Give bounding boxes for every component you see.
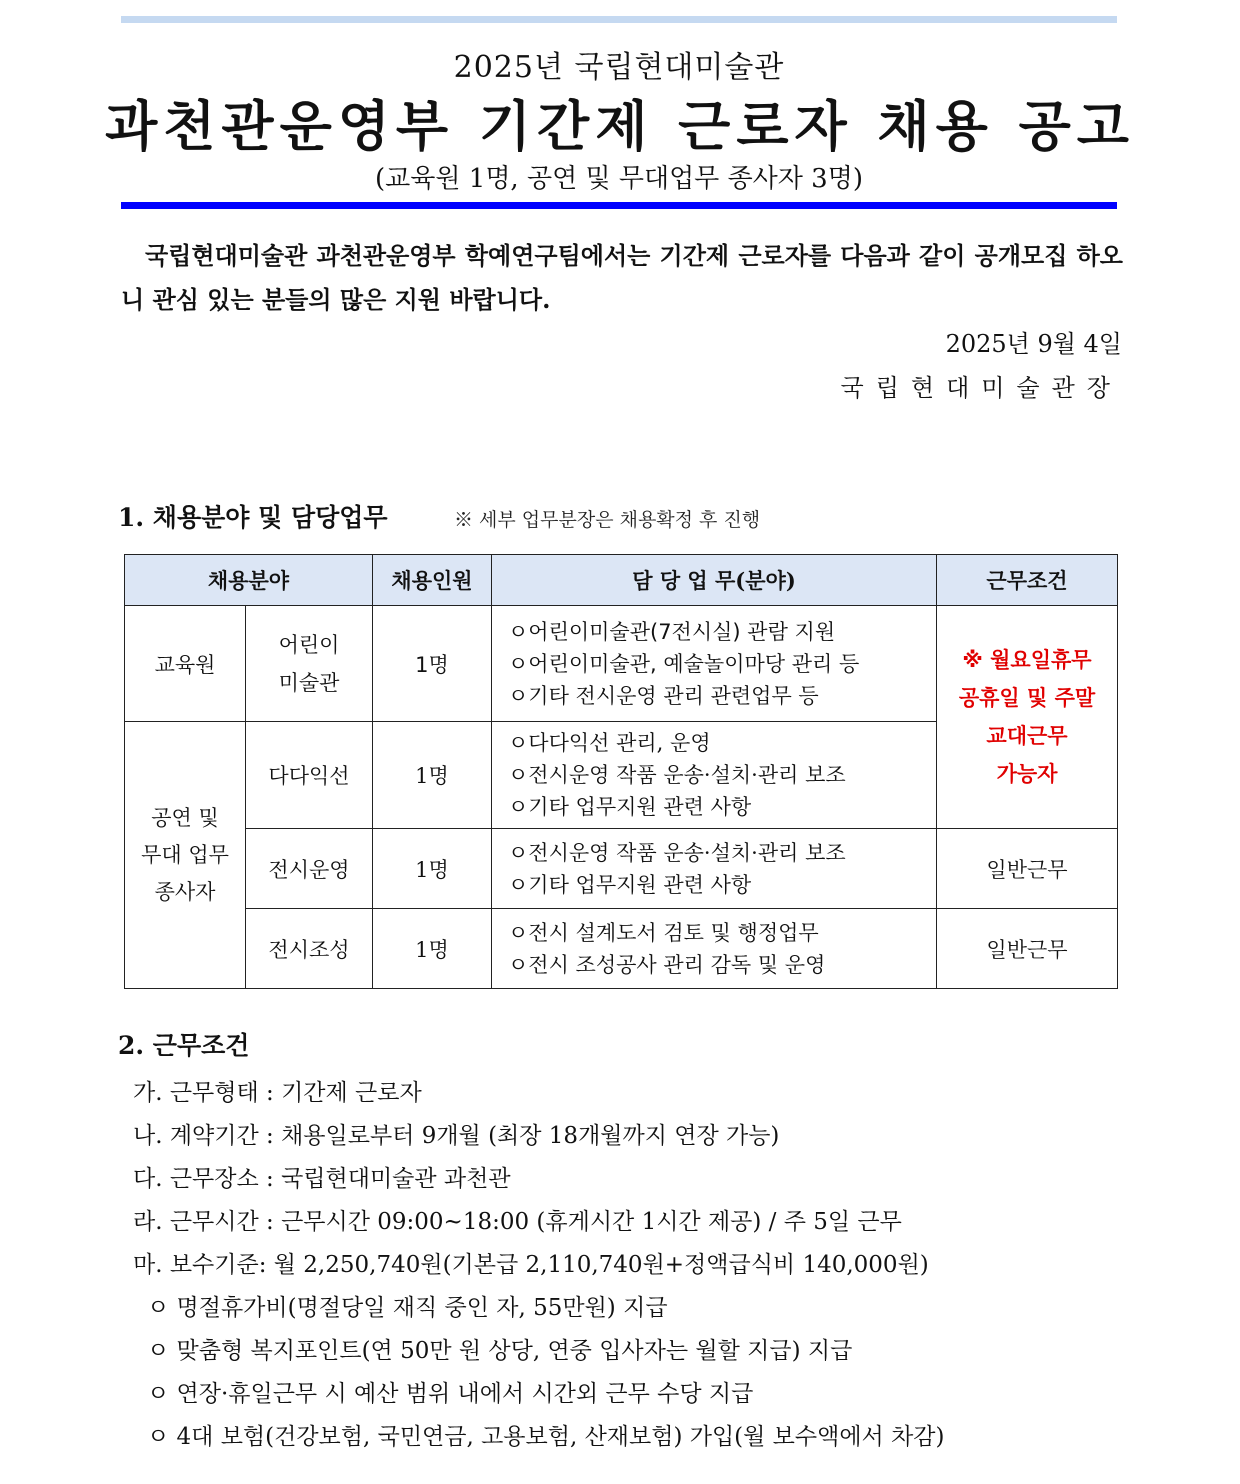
condition-item: 나. 계약기간 : 채용일로부터 9개월 (최장 18개월까지 연장 가능) (133, 1123, 780, 1149)
duty-item: ㅇ전시운영 작품 운송·설치·관리 보조 (508, 763, 846, 787)
header-field: 채용분야 (125, 555, 373, 606)
header-cond: 근무조건 (937, 555, 1118, 606)
announce-date: 2025년 9월 4일 (945, 330, 1122, 358)
duty-item: ㅇ어린이미술관, 예술놀이마당 관리 등 (508, 651, 860, 676)
duty-cell (492, 909, 937, 989)
duty-item: ㅇ기타 업무지원 관련 사항 (508, 872, 752, 897)
group-cell: 교육원 (125, 606, 246, 722)
jobs-table (124, 554, 1118, 989)
table-row (125, 829, 1118, 909)
count-cell: 1명 (373, 909, 492, 989)
section1-heading (118, 498, 388, 534)
duty-item: ㅇ전시 조성공사 관리 감독 및 운영 (508, 952, 826, 977)
condition-subitem: ㅇ 4대 보험(건강보험, 국민연금, 고용보험, 산재보험) 가입(월 보수액에서 차감) (147, 1424, 945, 1450)
header-count: 채용인원 (373, 555, 492, 606)
section1-note: ※ 세부 업무분장은 채용확정 후 진행 (454, 509, 761, 531)
duty-item: ㅇ전시운영 작품 운송·설치·관리 보조 (508, 840, 846, 865)
conditions-list (133, 1072, 945, 1459)
condition-subitem: ㅇ 명절휴가비(명절당일 재직 중인 자, 55만원) 지급 (147, 1295, 668, 1321)
intro-paragraph: 국립현대미술관 과천관운영부 학예연구팀에서는 기간제 근로자를 다음과 같이 공개모집 하오니 관심 있는 분들의 많은 지원 바랍니다. (121, 241, 1123, 314)
field-cell: 전시조성 (246, 909, 373, 989)
table-row (125, 909, 1118, 989)
header-duty: 담 당 업 무(분야) (492, 555, 937, 606)
condition-item: 가. 근무형태 : 기간제 근로자 (133, 1080, 422, 1106)
recruit-summary: (교육원 1명, 공연 및 무대업무 종사자 3명) (375, 164, 863, 194)
cond-cell-shift: ※ 월요일휴무 공휴일 및 주말 교대근무 가능자 (937, 606, 1118, 829)
count-cell: 1명 (373, 606, 492, 722)
field-cell: 전시운영 (246, 829, 373, 909)
section1-title: 1. 채용분야 및 담당업무 (118, 503, 388, 532)
duty-cell (492, 606, 937, 722)
duty-item: ㅇ어린이미술관(7전시실) 관람 지원 (508, 619, 836, 644)
signature: 국립현대미술관장 (840, 374, 1122, 402)
condition-item: 라. 근무시간 : 근무시간 09:00~18:00 (휴게시간 1시간 제공) / 주 5일 근무 (133, 1209, 902, 1235)
field-cell: 다다익선 (246, 722, 373, 829)
duty-item: ㅇ전시 설계도서 검토 및 행정업무 (508, 920, 819, 945)
table-header-row (125, 555, 1118, 606)
title-underline-bar (121, 202, 1117, 209)
duty-cell (492, 829, 937, 909)
page-subtitle: 2025년 국립현대미술관 (453, 50, 785, 85)
table-row (125, 606, 1118, 722)
count-cell: 1명 (373, 722, 492, 829)
condition-item: 다. 근무장소 : 국립현대미술관 과천관 (133, 1166, 511, 1192)
field-cell: 어린이 미술관 (246, 606, 373, 722)
count-cell: 1명 (373, 829, 492, 909)
condition-item: 마. 보수기준: 월 2,250,740원(기본급 2,110,740원+정액급식비 140,000원) (133, 1252, 929, 1278)
duty-item: ㅇ기타 업무지원 관련 사항 (508, 795, 752, 819)
cond-cell: 일반근무 (937, 909, 1118, 989)
condition-subitem: ㅇ 맞춤형 복지포인트(연 50만 원 상당, 연중 입사자는 월할 지급) 지급 (147, 1338, 853, 1364)
group-cell: 공연 및 무대 업무 종사자 (125, 722, 246, 989)
top-decor-bar (121, 16, 1117, 23)
duty-item: ㅇ기타 전시운영 관리 관련업무 등 (508, 683, 819, 708)
cond-cell: 일반근무 (937, 829, 1118, 909)
section2-heading: 2. 근무조건 (118, 1031, 250, 1060)
duty-cell (492, 722, 937, 829)
condition-subitem: ㅇ 연장·휴일근무 시 예산 범위 내에서 시간외 근무 수당 지급 (147, 1381, 754, 1407)
page-title: 과천관운영부 기간제 근로자 채용 공고 (105, 95, 1135, 158)
duty-item: ㅇ다다익선 관리, 운영 (508, 731, 711, 755)
